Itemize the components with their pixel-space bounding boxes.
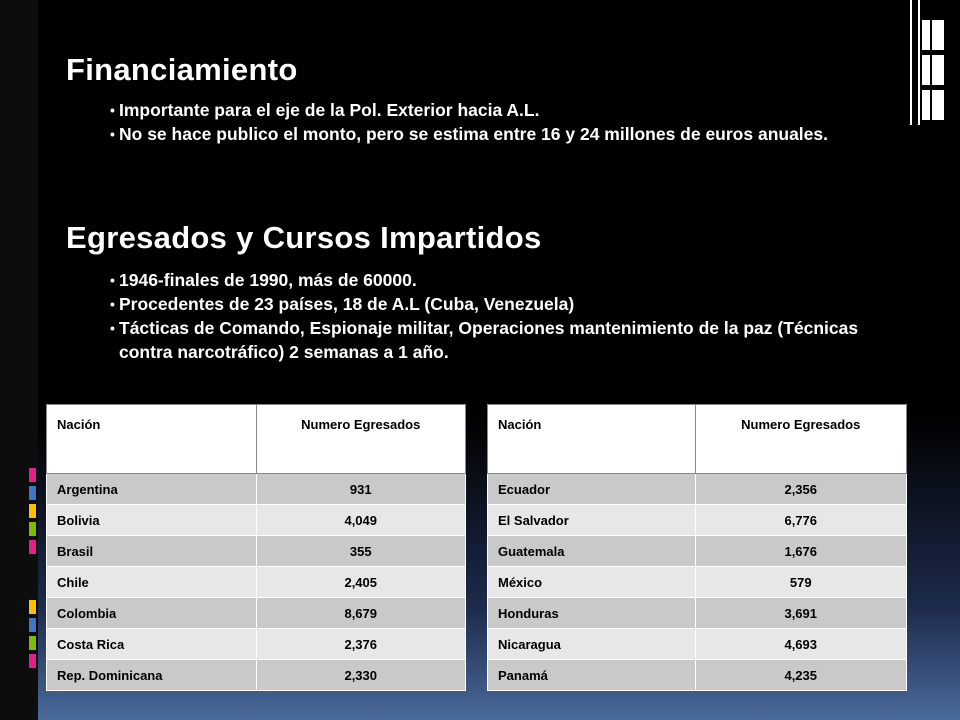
frame-square: [932, 20, 944, 50]
table-row: [488, 629, 907, 660]
table-row: [47, 567, 466, 598]
cell-nacion: Nicaragua: [488, 629, 696, 660]
table-row: [47, 660, 466, 691]
cell-nacion: Panamá: [488, 660, 696, 691]
cell-numero: 2,405: [256, 567, 466, 598]
table-row: [488, 660, 907, 691]
cell-numero: 8,679: [256, 598, 466, 629]
cell-numero: 931: [256, 474, 466, 505]
color-square: [29, 468, 36, 482]
column-header-numero: Numero Egresados: [256, 405, 466, 474]
cell-numero: 355: [256, 536, 466, 567]
frame-square: [922, 20, 930, 50]
table-row: [488, 505, 907, 536]
table-row: [47, 505, 466, 536]
cell-nacion: México: [488, 567, 696, 598]
cell-numero: 4,235: [695, 660, 907, 691]
cell-nacion: Costa Rica: [47, 629, 257, 660]
cell-nacion: Rep. Dominicana: [47, 660, 257, 691]
table-row: [47, 598, 466, 629]
cell-numero: 579: [695, 567, 907, 598]
cell-numero: 4,049: [256, 505, 466, 536]
frame-square: [932, 55, 944, 85]
bullet-item: • Importante para el eje de la Pol. Exterior hacia A.L.: [113, 98, 873, 122]
color-square: [29, 600, 36, 614]
column-header-nacion: Nación: [488, 405, 696, 474]
color-square: [29, 504, 36, 518]
color-square: [29, 654, 36, 668]
section-title-financiamiento: Financiamiento: [66, 52, 298, 87]
color-square: [29, 522, 36, 536]
cell-numero: 2,376: [256, 629, 466, 660]
frame-square: [922, 90, 930, 120]
color-square: [29, 618, 36, 632]
table-row: [488, 567, 907, 598]
cell-nacion: Argentina: [47, 474, 257, 505]
frame-square: [932, 90, 944, 120]
cell-numero: 2,330: [256, 660, 466, 691]
table-egresados-right: [487, 404, 907, 691]
column-header-nacion: Nación: [47, 405, 257, 474]
bullet-item: • 1946-finales de 1990, más de 60000.: [113, 268, 873, 292]
bullet-item: • Tácticas de Comando, Espionaje militar, Operaciones mantenimiento de la paz (Técnicas contra narcotráfico) 2 semanas a 1 año.: [113, 316, 873, 364]
color-square: [29, 540, 36, 554]
table-row: [47, 474, 466, 505]
cell-nacion: Guatemala: [488, 536, 696, 567]
cell-nacion: Ecuador: [488, 474, 696, 505]
cell-numero: 3,691: [695, 598, 907, 629]
frame-bar: [910, 0, 912, 125]
section-title-egresados: Egresados y Cursos Impartidos: [66, 220, 542, 255]
table-row: [47, 629, 466, 660]
bullet-item: • Procedentes de 23 países, 18 de A.L (Cuba, Venezuela): [113, 292, 873, 316]
cell-numero: 4,693: [695, 629, 907, 660]
table-row: [488, 598, 907, 629]
column-header-numero: Numero Egresados: [695, 405, 907, 474]
cell-nacion: Chile: [47, 567, 257, 598]
bullet-list-financiamiento: [113, 98, 873, 146]
cell-numero: 2,356: [695, 474, 907, 505]
cell-numero: 1,676: [695, 536, 907, 567]
table-row: [488, 536, 907, 567]
color-square: [29, 486, 36, 500]
cell-numero: 6,776: [695, 505, 907, 536]
table-egresados-left: [46, 404, 466, 691]
frame-bar: [918, 0, 920, 125]
cell-nacion: El Salvador: [488, 505, 696, 536]
cell-nacion: Bolivia: [47, 505, 257, 536]
cell-nacion: Colombia: [47, 598, 257, 629]
table-row: [488, 474, 907, 505]
bullet-item: • No se hace publico el monto, pero se estima entre 16 y 24 millones de euros anuales.: [113, 122, 873, 146]
frame-square: [922, 55, 930, 85]
color-square: [29, 636, 36, 650]
cell-nacion: Honduras: [488, 598, 696, 629]
bullet-list-egresados: [113, 268, 873, 364]
table-row: [47, 536, 466, 567]
cell-nacion: Brasil: [47, 536, 257, 567]
